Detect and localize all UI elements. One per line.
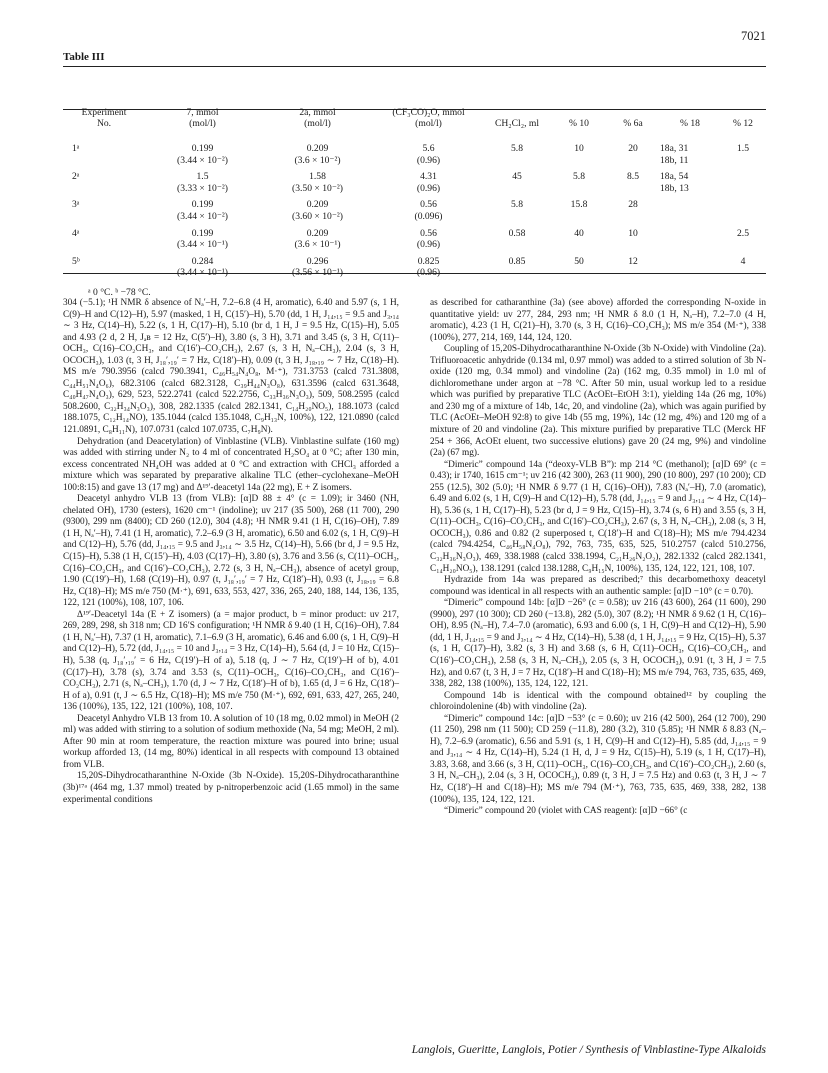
column-header: % 12 — [733, 118, 753, 130]
table-cell — [660, 194, 720, 211]
table-cell: 1ᵃ — [72, 143, 80, 154]
column-header: % 10 — [569, 118, 589, 130]
table-cell — [660, 223, 720, 240]
table-cell — [63, 239, 145, 251]
table-cell: (3.60 × 10⁻²) — [292, 210, 343, 222]
table-cell: 2ᵃ — [72, 171, 80, 183]
table-cell: 40 — [574, 227, 584, 239]
table-cell — [720, 155, 766, 167]
table-cell: (3.50 × 10⁻²) — [292, 182, 343, 194]
table-cell — [660, 251, 720, 268]
column-header: 2a, mmol (mol/l) — [299, 106, 336, 130]
table-cell — [720, 194, 766, 211]
running-footer: Langlois, Gueritte, Langlois, Potier / Synthesis of Vinblastine-Type Alkaloids — [411, 1044, 766, 1056]
table-cell — [660, 211, 720, 223]
table-cell: 18b, 11 — [660, 154, 689, 166]
table-cell: 0.284 — [191, 255, 214, 267]
table-cell: 1.5 — [737, 143, 749, 154]
column-header: Experiment No. — [81, 106, 127, 130]
table-row — [63, 194, 766, 211]
table-cell — [552, 267, 606, 279]
table-cell — [63, 211, 145, 223]
table-cell — [606, 183, 660, 195]
table-cell — [720, 183, 766, 195]
table-cell: (3.44 × 10⁻²) — [177, 210, 228, 222]
table-cell — [720, 211, 766, 223]
table-cell: (0.96) — [416, 239, 441, 251]
results-table — [63, 90, 766, 279]
table-cell — [482, 267, 552, 279]
table-cell: 18b, 13 — [660, 182, 689, 194]
table-cell — [720, 239, 766, 251]
table-cell: 28 — [628, 199, 638, 211]
body-paragraph: “Dimeric” compound 14c: [α]D −53° (c = 0.60); uv 216 (42 500), 264 (12 700), 290 (11 250), 298 nm (11 500); CD 259 (−11.8), 280 (3.2), 310 (5.85); ¹H NMR δ 8.83 (Nₐ–H), 7.2–6.9 (aromatic), 6.56 and 5.91 (s, 1 H, C(9)–H and C(12)–H), 5.85 (dd, J₁₄,₁₅ = 9 and J₃,₁₄ ∼ 4 Hz, C(14)–H), 5.24 (1 H, d, J = 9 Hz, C(15)–H), 5.19 (s, 1 H, C(17)–H), 3.83, 3.68, and 3.66 (s, 3 H, C(11)–OCH₃, C(16)–CO₂CH₃, and C(16′)–CO₂CH₃), 2.60 (s, 3 H, Nₐ–CH₃), 2.04 (s, 3 H, OCOCH₃), 0.89 (t, 3 H, J = 7.5 Hz) and 0.63 (t, 3 H, J ∼ 7 Hz, C(18′)–H and C(18)–H); MS m/e 794 (M·⁺), 763, 735, 635, 469, 338, 282, 138 (100%), 135, 124, 122, 121. — [430, 713, 766, 805]
right-column — [430, 298, 766, 818]
column-header: % 18 — [680, 118, 700, 130]
page-number: 7021 — [741, 29, 766, 43]
table-row — [63, 251, 766, 268]
body-paragraph: Compound 14b is identical with the compound obtained¹² by coupling the chloroindolenine (4b) with vindoline (2a). — [430, 690, 766, 713]
table-cell: 4 — [740, 255, 746, 267]
table-cell: 45 — [512, 171, 522, 183]
column-header: % 6a — [623, 118, 643, 130]
table-cell: 5.8 — [511, 143, 523, 154]
table-cell: (3.56 × 10⁻¹) — [292, 267, 343, 279]
table-cell: (3.33 × 10⁻²) — [177, 182, 228, 194]
table-cell: 8.5 — [627, 171, 639, 183]
table-cell: 0.199 — [191, 227, 214, 239]
body-paragraph: Hydrazide from 14a was prepared as described;⁷ this decarbomethoxy deacetyl compound was identical in all respects with an authentic sample: [α]D −10° (c = 0.70). — [430, 575, 766, 597]
column-header: CH₂Cl₂, ml — [494, 118, 539, 130]
table-row — [63, 267, 766, 279]
table-cell: 2.5 — [737, 227, 749, 239]
table-cell — [660, 239, 720, 251]
table-cell — [606, 239, 660, 251]
body-paragraph: Dehydration (and Deacetylation) of Vinblastine (VLB). Vinblastine sulfate (160 mg) was added with stirring under N₂ to 4 ml of concentrated H₂SO₄ at 0 °C; after 130 min, excess concentrated NH₄OH was added at 0 °C and extraction with CHCl₃ afforded a mixture which was separated by preparative alkaline TLC (ether–cyclohexane–MeOH 100:8:15) and gave 13 (17 mg) and Δ¹⁹′-deacetyl 14a (22 mg), E + Z isomers. — [63, 436, 399, 493]
table-row — [63, 223, 766, 240]
table-cell — [606, 267, 660, 279]
table-cell: 0.85 — [508, 255, 526, 267]
table-cell — [482, 239, 552, 251]
table-cell — [482, 211, 552, 223]
table-cell — [606, 211, 660, 223]
table-cell: 0.825 — [417, 255, 440, 267]
table-cell — [552, 183, 606, 195]
body-paragraph: as described for catharanthine (3a) (see above) afforded the corresponding N-oxide in quantitative yield: uv 277, 284, 293 nm; ¹H NMR δ 8.0 (1 H, Nₐ–H), 7.2–7.0 (4 H, aromatic), 4.23 (1 H, C(21)–H), 3.70 (s, 3 H, C(16)–CO₂CH₃); MS m/e 354 (M·⁺), 338 (100%), 277, 214, 169, 144, 124, 120. — [430, 298, 766, 343]
table-cell: 0.209 — [306, 143, 329, 154]
table-row — [63, 239, 766, 251]
column-header: 7, mmol (mol/l) — [186, 106, 219, 130]
table-cell — [482, 155, 552, 167]
table-cell: 10 — [628, 227, 638, 239]
table-cell: (3.44 × 10⁻¹) — [177, 239, 228, 251]
table-cell: 0.199 — [191, 199, 214, 211]
table-row — [63, 155, 766, 167]
table-cell: 0.209 — [306, 227, 329, 239]
table-cell: 0.56 — [420, 199, 437, 211]
table-cell: 4.31 — [420, 171, 437, 183]
table-cell — [660, 267, 720, 279]
table-cell: 18a, 54 — [660, 171, 689, 183]
body-paragraph: “Dimeric” compound 14a (“deoxy-VLB B”): mp 214 °C (methanol); [α]D 69° (c = 0.43); ir 1740, 1615 cm⁻¹; uv 216 (42 300), 263 (11 900), 290 (10 800), 297 (10 200); CD 255 (12.5), 302 (5.0); ¹H NMR δ 9.77 (1 H, C(16)–OH)), 7.83 (Nₐ′–H), 7.0 (aromatic), 6.49 and 6.02 (s, 1 H, C(9)–H and C(12)–H), 5.78 (dd, J₁₄,₁₅ = 9 and J₃,₁₄ ∼ 4 Hz, C(14)–H), 5.36 (s, 1 H, C(17)–H), 5.23 (br d, J = 9 Hz, C(15)–H), 3.74 (s, 6 H) and 3.55 (s, 3 H, C(11)–OCH₃, C(16)–CO₂CH₃, and C(16′)–CO₂CH₃), 2.67 (s, 3 H, Nₐ–CH₃), 2.08 (s, 3 H, OCOCH₃), 0.86 and 0.82 (2 superposed t, C(18′)–H and C(18)–H); MS m/e 794.4234 (calcd 794.4254, C₄₆H₅₈N₄O₈), 792, 763, 735, 635, 525, 510.2757 (calcd 510.2756, C₃₂H₃₆N₃O₃), 469, 338.1988 (calcd 338.1994, C₂₁H₂₆N₂O₂), 282.1332 (calcd 282.1341, C₁₄H₂₀NO₅), 138.1291 (calcd 138.1288, C₉H₁₅N, 100%), 135, 124, 122, 121, 108, 107. — [430, 459, 766, 574]
table-row — [63, 133, 766, 155]
table-row — [63, 183, 766, 195]
column-header: (CF₃CO)₂O, mmol (mol/l) — [392, 106, 465, 130]
table-top-rule — [63, 66, 766, 67]
table-cell: 0.296 — [306, 255, 329, 267]
table-cell: (0.96) — [416, 182, 441, 194]
table-cell: 0.199 — [191, 143, 214, 154]
table-cell: 0.209 — [306, 199, 329, 211]
table-cell — [63, 267, 145, 279]
body-paragraph: 304 (−5.1); ¹H NMR δ absence of Nₐ′–H, 7.2–6.8 (4 H, aromatic), 6.40 and 5.97 (s, 1 H, C(9)–H and C(12)–H), 5.97 (masked, 1 H, C(15′)–H), 5.70 (dd, 1 H, J₁₄,₁₅ = 9.5 and J₃,₁₄ ∼ 3 Hz, C(14)–H), 5.22 (s, 1 H, C(17)–H), 5.10 (br d, 1 H, J = 9.5 Hz, C(15)–H), 5.05 and 4.93 (2 d, 2 H, Jₐʙ = 12 Hz, C(5′)–H), 3.80 (s, 3 H), 3.71 and 3.45 (s, 3 H, C(11)–OCH₃, C(16)–CO₂CH₃, and C(16′)–CO₂CH₃), 2.67 (s, 3 H, Nₐ–CH₃), 2.04 (s, 3 H, OCOCH₃), 1.03 (t, 3 H, J₁₈′,₁₉′ = 7 Hz, C(18′)–H), 0.09 (t, 3 H, J₁₈,₁₉ ∼ 7 Hz, C(18)–H). MS m/e 790.3956 (calcd 790.3941, C₄₆H₅₄N₄O₈, M·⁺), 731.3753 (calcd 731.3808, C₄₄H₅₁N₄O₆), 682.3106 (calcd 682.3128, C₃₉H₄₄N₃O₈), 631.3596 (calcd 631.3648, C₄₀H₄₇N₄O₃), 629, 523, 522.2741 (calcd 522.2756, C₃₃H₃₆N₃O₃), 509, 508.2595 (calcd 508.2600, C₃₂H₃₄N₃O₃), 308, 282.1335 (calcd 282.1341, C₁₄H₂₀NO₅), 188.1073 (calcd 188.1075, C₁₂H₁₄NO), 135.1044 (calcd 135.1048, C₉H₁₃N, 100%), 122, 121.0890 (calcd 121.0891, C₈H₁₁N), 107.0731 (calcd 107.0735, C₇H₉N). — [63, 298, 399, 436]
body-paragraph: “Dimeric” compound 20 (violet with CAS reagent): [α]D −66° (c — [444, 806, 688, 817]
table-cell: (3.6 × 10⁻¹) — [294, 239, 341, 251]
body-paragraph: Δ¹⁹′-Deacetyl 14a (E + Z isomers) (a = major product, b = minor product: uv 217, 269, 289, 298, sh 318 nm; CD 16′S configuration; ¹H NMR δ 9.40 (1 H, C(16)–OH), 7.84 (1 H, Nₐ′–H), 7.37 (1 H, aromatic), 7.1–6.9 (3 H, aromatic), 6.46 and 6.00 (s, 1 H, C(9)–H and C(12)–H), 5.72 (dd, J₁₄,₁₅ = 10 and J₃,₁₄ = 3 Hz, C(14)–H), 5.64 (d, J = 10 Hz, C(15)–H), 5.38 (q, J₁₈′,₁₉′ = 6 Hz, C(19′)–H of a), 5.18 (q, J ∼ 7 Hz, C(19′)–H of b), 4.01 (C(17)–H), 3.78 (s), 3.74 and 3.53 (s, C(11)–OCH₃, C(16)–CO₂CH₃, and C(16′)–CO₂CH₃), 2.71 (s, Nₐ–CH₃), 1.70 (d, J ∼ 7 Hz, C(18′)–H of b), 1.65 (d, J = 6 Hz, C(18′)–H of a), 0.91 (t, J ∼ 6.5 Hz, C(18)–H); MS m/e 750 (M·⁺), 692, 691, 633, 427, 265, 240, 136 (100%), 135, 122, 121 (100%), 108, 107. — [63, 609, 399, 713]
table-cell: 1.58 — [309, 171, 326, 183]
table-cell: 5ᵇ — [72, 255, 80, 267]
table-cell — [63, 155, 145, 167]
table-cell: 0.58 — [508, 227, 526, 239]
table-cell: (0.96) — [416, 154, 441, 166]
body-paragraph: Deacetyl Anhydro VLB 13 from 10. A solution of 10 (18 mg, 0.02 mmol) in MeOH (2 ml) was added with stirring to a solution of sodium methoxide (Na, 54 mg; MeOH, 2 ml). After 90 min at room temperature, the reaction mixture was poured into brine; usual workup afforded 13, (14 mg, 80%) identical in all respects with compound 13 obtained from VLB. — [63, 713, 399, 770]
table-cell: 5.8 — [573, 171, 585, 183]
table-cell: 50 — [574, 255, 584, 267]
table-cell: 15.8 — [570, 199, 588, 211]
table-cell: (0.096) — [414, 210, 443, 222]
body-paragraph: Deacetyl anhydro VLB 13 (from VLB): [α]D 88 ± 4° (c = 1.09); ir 3460 (NH, chelated OH), 1730 (esters), 1620 cm⁻¹ (indoline); uv 217 (35 500), 268 (11 700), 290 (9300), 299 nm (8400); CD 260 (12.0), 304 (4.8); ¹H NMR 9.41 (1 H, C(16)–OH), 7.89 (1 H, Nₐ′–H), 7.41 (1 H, aromatic), 7.2–6.9 (3 H, aromatic), 6.50 and 6.02 (s, 1 H, C(9)–H and C(12)–H), 5.76 (dd, J₁₄,₁₅ = 9.5 and J₃,₁₄ ∼ 3.5 Hz, C(14)–H), 5.66 (br d, J = 9.5 Hz, C(15)–H), 5.38 (1 H, C(15′)–H), 4.03 (C(17)–H), 3.80 (s), 3.76 and 3.56 (s, C(11)–OCH₃, C(16)–CO₂CH₃, and C(16′)–CO₂CH₃), 2.72 (s, 3 H, Nₐ–CH₃), absence of acetyl group, 1.90 (C(19′)–H), 1.68 (C(19)–H), 0.97 (t, J₁₈′,₁₉′ = 7 Hz, C(18′)–H), 0.93 (t, J₁₈,₁₉ = 6.8 Hz, C(18)–H); MS m/e 750 (M·⁺), 691, 633, 553, 427, 336, 265, 240, 188, 144, 136, 135, 122, 121 (100%), 108, 107, 106. — [63, 494, 399, 609]
left-column — [63, 298, 399, 806]
table-cell: (0.96) — [416, 267, 441, 279]
table-cell: 18a, 31 — [660, 143, 689, 154]
table-cell: 1.5 — [196, 171, 209, 183]
table-cell: 10 — [574, 143, 584, 154]
table-row — [63, 211, 766, 223]
table-cell — [552, 211, 606, 223]
table-cell — [482, 183, 552, 195]
body-paragraph: “Dimeric” compound 14b: [α]D −26° (c = 0.58); uv 216 (43 600), 264 (11 600), 290 (9900), 297 (10 300); CD 260 (−13.8), 282 (5.0), 307 (8.2); ¹H NMR δ 9.62 (1 H, C(16)–OH), 8.95 (Nₐ–H), 7.4–7.0 (aromatic), 6.93 and 6.00 (s, 1 H, C(9)–H and C(12)–H), 5.90 (dd, 1 H, J₁₄,₁₅ = 9 and J₃,₁₄ ∼ 4 Hz, C(14)–H), 5.38 (d, 1 H, J₁₄,₁₅ = 9 Hz, C(15)–H), 5.37 (s, 1 H, C(17)–H), 3.82 (s, 3 H) and 3.68 (s, 6 H, C(11)–OCH₃, C(16)–CO₂CH₃, and C(16′)–CO₂CH₃), 2.58 (s, 3 H, Nₐ–CH₃), 2.05 (s, 3 H, OCOCH₃), 0.91 (t, 3 H, J = 7.5 Hz), and 0.67 (t, 3 H, J = 7 Hz, C(18′)–H and C(18)–H); MS m/e 794, 763, 735, 635, 469, 338, 282, 138 (100%), 135, 124, 122, 121. — [430, 598, 766, 690]
table-cell: (3.6 × 10⁻²) — [294, 154, 341, 166]
table-cell: (3.44 × 10⁻²) — [177, 154, 228, 166]
table-cell — [720, 166, 766, 183]
body-paragraph: 15,20S-Dihydrocatharanthine N-Oxide (3b N-Oxide). 15,20S-Dihydrocatharanthine (3b)¹⁷ᵃ (464 mg, 1.37 mmol) treated by p-nitroperbenzoic acid (1.65 mmol) in the same experimental conditions — [63, 771, 399, 805]
table-cell — [552, 155, 606, 167]
table-cell — [552, 239, 606, 251]
body-paragraph: Coupling of 15,20S-Dihydrocatharanthine N-Oxide (3b N-Oxide) with Vindoline (2a). Trifluoroacetic anhydride (0.134 ml, 0.97 mmol) was added to a stirred solution of 3b N-oxide (120 mg, 0.34 mmol) and vindoline (2a) (162 mg, 0.35 mmol) in 1.0 ml of dichloromethane under argon at −78 °C. After 50 min, usual workup led to a residue which was purified by preparative TLC (AcOEt–EtOH 3:1), yielding 14a (26 mg, 10%) and 230 mg of a mixture of 14b, 14c, 20, and vindoline (2a), which was again purified by TLC (AcOEt–MeOH 92:8) to give 14b (55 mg, 19%), 14c (12 mg, 4%) and 120 mg of a mixture of 20 and vindoline (2a). This mixture purified by preparative TLC (Merck HF 254 + 366, AcOEt eluent, two successive elutions) gave 20 (24 mg, 9%) and vindoline (2a) (67 mg). — [430, 344, 767, 459]
table-cell: 12 — [628, 255, 638, 267]
table-cell: 3ᵃ — [72, 199, 80, 211]
table-row — [63, 166, 766, 183]
table-cell: 20 — [628, 143, 638, 154]
table-cell: 5.6 — [422, 143, 435, 154]
table-footnote: ᵃ 0 °C. ᵇ −78 °C. — [88, 287, 151, 298]
table-cell: 5.8 — [511, 199, 523, 211]
table-cell: 4ᵃ — [72, 227, 80, 239]
table-title: Table III — [63, 51, 105, 63]
table-cell — [63, 183, 145, 195]
table-cell: 0.56 — [420, 227, 437, 239]
table-cell — [720, 267, 766, 279]
table-cell — [606, 155, 660, 167]
table-cell: (3.44 × 10⁻¹) — [177, 267, 228, 279]
